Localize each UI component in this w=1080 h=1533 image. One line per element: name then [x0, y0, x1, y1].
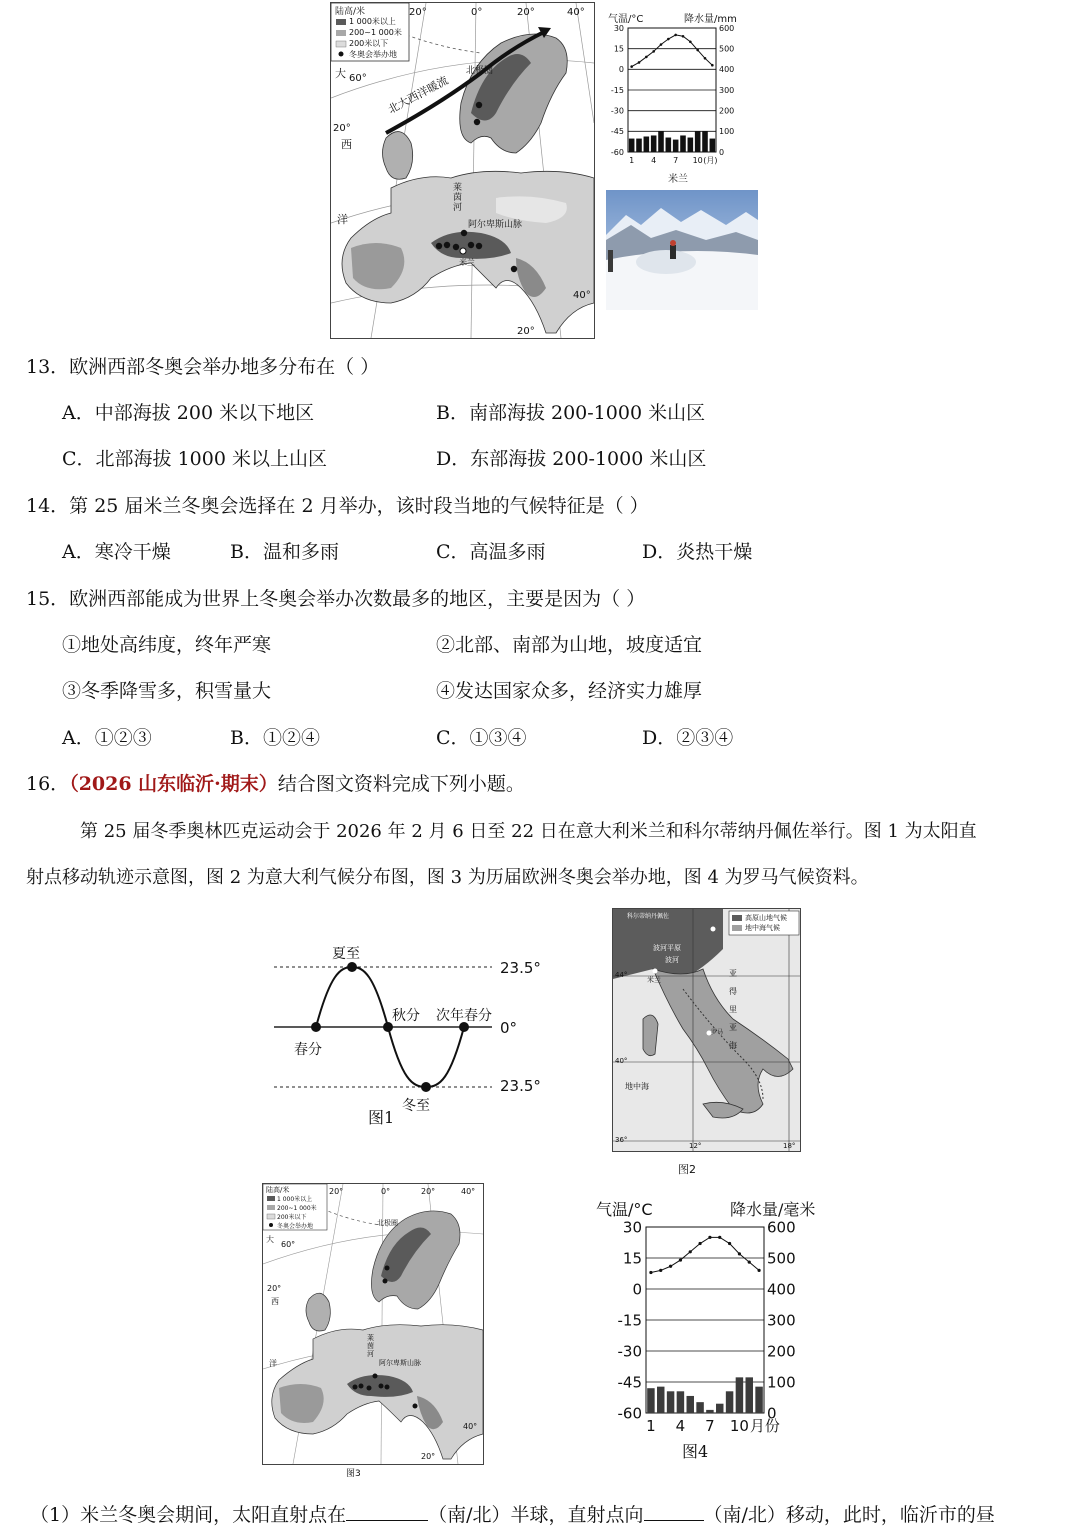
- fig4-plot: [590, 1215, 830, 1435]
- fig3-lat-label: 60°: [281, 1240, 296, 1249]
- fig2-lon-label: 12°: [689, 1142, 702, 1150]
- temperature-point: [630, 65, 633, 68]
- lon-label: 20°: [409, 7, 427, 18]
- milan-marker: [653, 969, 658, 974]
- month-tick-label: 1: [629, 156, 635, 165]
- fig2-sea-label: 亚得里亚海: [729, 969, 737, 1050]
- right-tick-label: 100: [719, 127, 735, 137]
- fig2-legend-top: 科尔蒂纳丹佩佐: [627, 913, 670, 920]
- left-tick-label: -60: [617, 1404, 642, 1423]
- fig4-ylabel-left: 气温/°C: [596, 1200, 653, 1219]
- fig3-arctic-label: 北极圈: [377, 1219, 398, 1227]
- precip-bar: [636, 139, 642, 152]
- right-tick-label: 500: [719, 44, 735, 54]
- q14-option-a[interactable]: A．寒冷干燥: [62, 541, 171, 563]
- q15-option-b[interactable]: B．①②④: [230, 727, 320, 749]
- q16-paragraph-line1: 第 25 届冬季奥林匹克运动会于 2026 年 2 月 6 日至 22 日在意大利米兰和科尔蒂纳丹佩佐举行。图 1 为太阳直: [80, 821, 977, 842]
- precip-bar: [651, 135, 657, 152]
- host-dot: [367, 1386, 372, 1391]
- q15-option-a[interactable]: A．①②③: [62, 727, 152, 749]
- temperature-point: [660, 43, 663, 46]
- figure-4-chart: [590, 1195, 830, 1465]
- temperature-point: [652, 50, 655, 53]
- precip-bar: [680, 135, 686, 152]
- host-dot: [385, 1385, 390, 1390]
- fig1-lat-mid: 0°: [500, 1019, 518, 1037]
- europe-map-top: [330, 2, 595, 339]
- q16-number: 16．: [26, 773, 70, 795]
- temperature-point: [667, 38, 670, 41]
- cortina-marker: [711, 927, 716, 932]
- q16-source: （2026 山东临沂·期末）: [69, 773, 278, 795]
- fig2-caption: 图2: [678, 1163, 696, 1176]
- temperature-point: [638, 61, 641, 64]
- left-tick-label: -45: [610, 127, 624, 137]
- fig3-caption: 图3: [346, 1469, 361, 1479]
- figure-1: [270, 935, 570, 1135]
- month-tick-label: 4: [651, 156, 657, 165]
- lat-label: 60°: [349, 73, 367, 84]
- left-tick-label: -30: [617, 1342, 642, 1361]
- fig1-lat-bot: 23.5°: [500, 1077, 541, 1095]
- host-dot: [511, 266, 517, 272]
- host-dot: [436, 243, 442, 249]
- q15-statement-2: ②北部、南部为山地，坡度适宜: [436, 634, 703, 656]
- lon-label: 0°: [471, 7, 483, 18]
- alps-label: 阿尔卑斯山脉: [468, 220, 523, 230]
- legend-item-mid: 200~1 000米: [349, 28, 402, 37]
- lon-label: 40°: [567, 7, 585, 18]
- q15-statement-1: ①地处高纬度，终年严寒: [62, 634, 272, 656]
- temperature-point: [659, 1269, 662, 1272]
- q16-sub1-part-c: （南/北）移动，此时，临沂市的昼: [703, 1504, 995, 1526]
- q13-option-d[interactable]: D．东部海拔 200-1000 米山区: [436, 448, 707, 470]
- right-tick-label: 400: [767, 1280, 796, 1299]
- precip-bar: [716, 1404, 723, 1413]
- q14-option-b[interactable]: B．温和多雨: [230, 541, 339, 563]
- right-tick-label: 200: [767, 1342, 796, 1361]
- fig1-lat-top: 23.5°: [500, 959, 541, 977]
- milan-ylabel-right: 降水量/mm: [684, 14, 737, 25]
- temperature-point: [757, 1269, 760, 1272]
- host-dot: [353, 1385, 358, 1390]
- fig3-lon-label: 20°: [421, 1187, 436, 1196]
- q13-option-b[interactable]: B．南部海拔 200-1000 米山区: [436, 402, 706, 424]
- right-tick-label: 600: [719, 23, 735, 33]
- fig3-legend-title: 陆高/米: [266, 1186, 290, 1194]
- q16-sub1-part-a: （1）米兰冬奥会期间，太阳直射点在: [30, 1504, 347, 1526]
- precip-bar: [667, 1391, 674, 1413]
- right-tick-label: 500: [767, 1249, 796, 1268]
- host-dot: [413, 1404, 418, 1409]
- temperature-point: [704, 57, 707, 60]
- arctic-circle-label: 北极圈: [466, 66, 494, 76]
- temperature-point: [738, 1252, 741, 1255]
- fig3-legend-item: 200~1 000米: [277, 1205, 317, 1212]
- precip-bar: [755, 1387, 762, 1413]
- question-16: [26, 772, 525, 796]
- fig1-next-spring-label: 次年春分: [436, 1008, 492, 1024]
- right-tick-label: 0: [767, 1404, 777, 1423]
- precip-bar: [658, 131, 664, 152]
- legend-title: 陆高/米: [335, 7, 366, 17]
- left-tick-label: 0: [632, 1280, 642, 1299]
- month-tick-label: 4: [675, 1417, 686, 1435]
- ocean-label: 大: [335, 67, 346, 80]
- q15-statement-3: ③冬季降雪多，积雪量大: [62, 680, 272, 702]
- temperature-point: [645, 56, 648, 59]
- fig2-legend-2: 地中海气候: [745, 924, 780, 932]
- left-tick-label: 30: [613, 23, 624, 33]
- q15-option-d[interactable]: D．②③④: [642, 727, 734, 749]
- precip-bar: [629, 139, 635, 152]
- fig2-lat-label: 40°: [615, 1057, 628, 1065]
- host-dot: [379, 1384, 384, 1389]
- temperature-point: [682, 35, 685, 38]
- ski-photo: [606, 190, 758, 310]
- host-dot: [385, 1266, 390, 1271]
- fig4-caption: 图4: [682, 1442, 709, 1461]
- host-dot: [476, 243, 482, 249]
- current-label: 北大西洋暖流: [385, 73, 451, 117]
- question-13: 13．欧洲西部冬奥会举办地多分布在（ ）: [26, 356, 380, 378]
- fig3-legend-item: 冬奥会举办地: [277, 1223, 314, 1230]
- precip-bar: [657, 1387, 664, 1413]
- left-tick-label: 0: [618, 65, 624, 75]
- right-tick-label: 200: [719, 106, 735, 116]
- left-tick-label: -30: [610, 106, 624, 116]
- fig3-lon-label: 20°: [421, 1452, 436, 1461]
- host-dot: [383, 1279, 388, 1284]
- milan-ylabel-left: 气温/°C: [608, 14, 644, 25]
- precip-bar: [746, 1377, 753, 1413]
- month-tick-label: 7: [673, 156, 679, 165]
- temperature-line: [632, 35, 713, 67]
- fig3-lon-label: 40°: [461, 1187, 476, 1196]
- lon-label: 20°: [517, 7, 535, 18]
- legend-item-low: 200米以下: [349, 39, 389, 48]
- milan-chart-plot: [600, 22, 770, 172]
- fig1-autumn-label: 秋分: [392, 1008, 420, 1024]
- temperature-point: [649, 1271, 652, 1274]
- precip-bar: [710, 139, 716, 152]
- fig3-lat-label: 20°: [267, 1284, 282, 1293]
- fig2-legend-1: 高原山地气候: [745, 914, 787, 922]
- temperature-line: [651, 1237, 759, 1272]
- precip-bar: [673, 140, 679, 152]
- lat-label: 40°: [573, 290, 591, 301]
- temperature-point: [669, 1265, 672, 1268]
- fig3-ocean-label: 西: [271, 1297, 279, 1306]
- precip-bar: [706, 1410, 713, 1413]
- ocean-label: 洋: [337, 213, 348, 226]
- fig2-mediterranean-label: 地中海: [625, 1082, 649, 1091]
- legend-item-host: 冬奥会举办地: [349, 50, 397, 59]
- sun-marker: [421, 1082, 431, 1092]
- left-tick-label: 15: [613, 44, 624, 54]
- fig3-legend-item: 1 000米以上: [277, 1196, 313, 1203]
- legend-item-high: 1 000米以上: [349, 17, 396, 26]
- month-tick-label: 1: [646, 1417, 656, 1435]
- left-tick-label: -15: [617, 1311, 642, 1330]
- precip-bar: [666, 138, 672, 152]
- right-tick-label: 0: [719, 147, 725, 157]
- lon-label-bottom: 20°: [517, 326, 535, 337]
- temperature-point: [696, 49, 699, 52]
- q15-statement-4: ④发达国家众多，经济实力雄厚: [436, 680, 703, 702]
- right-tick-label: 300: [767, 1311, 796, 1330]
- precip-bar: [695, 131, 701, 152]
- precip-bar: [688, 138, 694, 152]
- fig3-ocean-label: 大: [266, 1235, 274, 1244]
- host-dot: [474, 119, 480, 125]
- q14-option-d[interactable]: D．炎热干燥: [642, 541, 753, 563]
- answer-blank-hemisphere[interactable]: [346, 1502, 428, 1521]
- host-dot: [444, 242, 450, 248]
- fig1-spring-label: 春分: [294, 1042, 322, 1058]
- q15-option-c[interactable]: C．①③④: [436, 727, 527, 749]
- fig3-ocean-label: 洋: [269, 1359, 277, 1368]
- host-dot: [461, 230, 467, 236]
- q14-option-c[interactable]: C．高温多雨: [436, 541, 546, 563]
- fig2-milan-label: 米兰: [647, 976, 661, 984]
- question-14: 14．第 25 届米兰冬奥会选择在 2 月举办，该时段当地的气候特征是（ ）: [26, 495, 649, 517]
- q13-option-a[interactable]: A．中部海拔 200 米以下地区: [62, 402, 315, 424]
- river-label: 莱茵河: [453, 183, 463, 213]
- milan-climate-chart: [600, 6, 770, 186]
- precip-bar: [696, 1402, 703, 1413]
- figure-3-map: [262, 1183, 484, 1465]
- temperature-point: [689, 40, 692, 43]
- question-15: 15．欧洲西部能成为世界上冬奥会举办次数最多的地区，主要是因为（ ）: [26, 588, 646, 610]
- fig3-lon-label: 0°: [381, 1187, 391, 1196]
- month-unit-label: (月): [703, 156, 718, 165]
- host-dot: [453, 244, 459, 250]
- right-tick-label: 300: [719, 85, 735, 95]
- q16-instruction: 结合图文资料完成下列小题。: [277, 773, 525, 795]
- q16-paragraph-line2: 射点移动轨迹示意图，图 2 为意大利气候分布图，图 3 为历届欧洲冬奥会举办地，图 4 为罗马气候资料。: [26, 867, 869, 888]
- right-tick-label: 100: [767, 1373, 796, 1392]
- temperature-point: [708, 1236, 711, 1239]
- lat-label: 20°: [333, 123, 351, 134]
- precip-bar: [736, 1377, 743, 1413]
- answer-blank-direction[interactable]: [644, 1502, 704, 1521]
- left-tick-label: -45: [617, 1373, 642, 1392]
- fig1-caption: 图1: [368, 1108, 395, 1127]
- q16-sub1-part-b: （南/北）半球，直射点向: [428, 1504, 644, 1526]
- sun-marker: [347, 962, 357, 972]
- temperature-point: [748, 1261, 751, 1264]
- fig3-legend-item: 200米以下: [277, 1214, 307, 1221]
- host-dot: [373, 1374, 378, 1379]
- precip-bar: [726, 1391, 733, 1413]
- fig1-winter-label: 冬至: [402, 1098, 430, 1114]
- month-tick-label: 10: [692, 156, 703, 165]
- host-dot: [468, 242, 474, 248]
- milan-marker: [460, 248, 466, 254]
- precip-bar: [644, 137, 650, 153]
- fig2-po-label: 波河: [665, 956, 679, 964]
- ocean-label: 西: [341, 138, 352, 151]
- q16-sub-1: [30, 1502, 995, 1527]
- precip-bar: [677, 1391, 684, 1413]
- temperature-point: [728, 1242, 731, 1245]
- left-tick-label: -15: [610, 85, 624, 95]
- fig3-river-label: 莱茵河: [367, 1334, 374, 1358]
- fig2-lat-label: 44°: [615, 971, 628, 979]
- month-tick-label: 7: [705, 1417, 715, 1435]
- fig2-rome-label: 罗马: [711, 1029, 724, 1036]
- fig2-lon-label: 18°: [783, 1142, 796, 1150]
- q13-option-c[interactable]: C．北部海拔 1000 米以上山区: [62, 448, 327, 470]
- fig2-lat-label: 36°: [615, 1136, 628, 1144]
- precip-bar: [702, 131, 708, 152]
- left-tick-label: 30: [622, 1218, 642, 1237]
- figure-2-map: [612, 908, 801, 1152]
- precip-bar: [687, 1396, 694, 1413]
- left-tick-label: -60: [610, 147, 624, 157]
- month-unit-label: 月份: [749, 1417, 780, 1435]
- month-tick-label: 10: [729, 1417, 749, 1435]
- fig2-po-plain-label: 波河平原: [653, 944, 681, 952]
- right-tick-label: 400: [719, 65, 735, 75]
- right-tick-label: 600: [767, 1218, 796, 1237]
- temperature-point: [674, 34, 677, 37]
- fig3-lat-label: 40°: [463, 1422, 478, 1431]
- temperature-point: [698, 1242, 701, 1245]
- host-dot: [476, 102, 482, 108]
- temperature-point: [679, 1258, 682, 1261]
- left-tick-label: 15: [622, 1249, 642, 1268]
- precip-bar: [647, 1388, 654, 1413]
- sun-marker: [311, 1022, 321, 1032]
- milan-label: 米兰: [459, 258, 475, 267]
- fig1-summer-label: 夏至: [332, 946, 360, 962]
- temperature-point: [711, 64, 714, 67]
- temperature-point: [718, 1236, 721, 1239]
- fig3-alps-label: 阿尔卑斯山脉: [379, 1359, 421, 1367]
- temperature-point: [689, 1250, 692, 1253]
- milan-title: 米兰: [668, 174, 688, 185]
- fig4-ylabel-right: 降水量/毫米: [730, 1200, 816, 1219]
- host-dot: [359, 1384, 364, 1389]
- figure-2-graphic: [613, 909, 800, 1151]
- fig3-lon-label: 20°: [329, 1187, 344, 1196]
